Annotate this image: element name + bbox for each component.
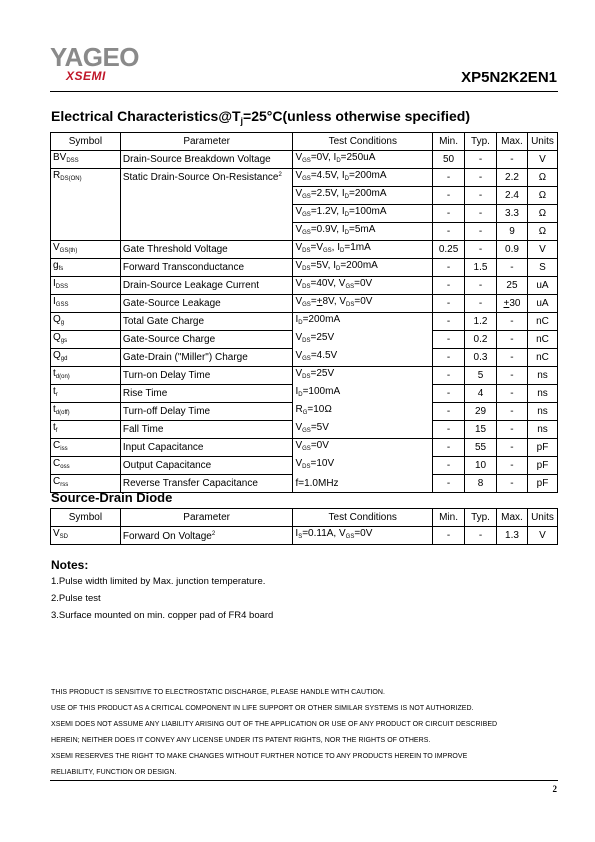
min-cell: - <box>433 457 465 475</box>
max-cell: - <box>496 313 527 331</box>
max-cell: +30 <box>496 295 527 313</box>
min-cell: - <box>433 367 465 385</box>
min-cell: - <box>433 313 465 331</box>
symbol-cell: $t_{d(off)}$ <box>51 403 121 421</box>
test-condition-cell: $I_D=100mA$ <box>293 385 433 403</box>
unit-cell: nC <box>527 313 557 331</box>
column-header: Min. <box>433 133 465 151</box>
unit-cell: Ω <box>527 205 557 223</box>
electrical-title: Electrical $Characteristics@T_j=25^\circ C(unless$ otherwise specified) <box>51 108 470 126</box>
parameter-cell: Gate-Source Leakage <box>120 295 293 313</box>
typ-cell: 8 <box>465 475 497 493</box>
min-cell: - <box>433 259 465 277</box>
table-row <box>51 313 558 331</box>
test-condition-cell: $I_D=200mA$ <box>293 313 433 331</box>
max-cell: - <box>496 259 527 277</box>
max-cell: - <box>496 331 527 349</box>
max-cell: 2.2 <box>496 169 527 187</box>
unit-cell: uA <box>527 277 557 295</box>
test-condition-cell: $V_{GS}=5V$ <box>293 421 433 439</box>
note-item: 3.Surface mounted on min. copper pad of FR4 board <box>51 610 274 621</box>
unit-cell: ns <box>527 421 557 439</box>
parameter-cell <box>120 205 293 223</box>
min-cell: - <box>433 349 465 367</box>
parameter-cell: Gate-Source Charge <box>120 331 293 349</box>
min-cell: - <box>433 205 465 223</box>
symbol-cell: $V_{SD}$ <box>51 526 121 544</box>
unit-cell: pF <box>527 457 557 475</box>
parameter-cell: Gate Threshold Voltage <box>120 241 293 259</box>
footer-rule <box>50 780 558 781</box>
disclaimer-line: XSEMI RESERVES THE RIGHT TO MAKE CHANGES WITHOUT FURTHER NOTICE TO ANY PRODUCTS HEREIN TO IMPROVE <box>51 753 468 760</box>
symbol-cell <box>51 223 121 241</box>
parameter-cell: Total Gate Charge <box>120 313 293 331</box>
parameter-cell: Turn-on Delay Time <box>120 367 293 385</box>
unit-cell: uA <box>527 295 557 313</box>
test-condition-cell: $V_{GS}=+8V$, $V_{DS}=0V$ <box>293 295 433 313</box>
table-row <box>51 349 558 367</box>
min-cell: - <box>433 475 465 493</box>
typ-cell: 10 <box>465 457 497 475</box>
electrical-characteristics-table <box>50 132 558 493</box>
parameter-cell: Fall Time <box>120 421 293 439</box>
table-row <box>51 241 558 259</box>
column-header: Typ. <box>465 509 497 527</box>
disclaimer-line: THIS PRODUCT IS SENSITIVE TO ELECTROSTATIC DISCHARGE, PLEASE HANDLE WITH CAUTION. <box>51 689 386 696</box>
max-cell: - <box>496 349 527 367</box>
typ-cell: 0.3 <box>465 349 497 367</box>
typ-cell: - <box>465 295 497 313</box>
table-row <box>51 223 558 241</box>
test-condition-cell: $V_{DS}=25V$ <box>293 367 433 385</box>
max-cell: - <box>496 151 527 169</box>
symbol-cell: $Q_g$ <box>51 313 121 331</box>
parameter-cell: Rise Time <box>120 385 293 403</box>
typ-cell: 0.2 <box>465 331 497 349</box>
table-row <box>51 169 558 187</box>
typ-cell: - <box>465 187 497 205</box>
test-condition-cell: f=1.0MHz <box>293 475 433 493</box>
column-header: Symbol <box>51 509 121 527</box>
note-item: 2.Pulse test <box>51 593 101 604</box>
symbol-cell: $I_{GSS}$ <box>51 295 121 313</box>
parameter-cell <box>120 223 293 241</box>
test-condition-cell: $V_{GS}=2.5V$, $I_D=200mA$ <box>293 187 433 205</box>
typ-cell: 15 <box>465 421 497 439</box>
min-cell: 50 <box>433 151 465 169</box>
symbol-cell: $R_{DS(ON)}$ <box>51 169 121 187</box>
min-cell: - <box>433 223 465 241</box>
column-header: Parameter <box>120 509 293 527</box>
max-cell: - <box>496 403 527 421</box>
typ-cell: - <box>465 241 497 259</box>
table-row <box>51 151 558 169</box>
symbol-cell: $C_{rss}$ <box>51 475 121 493</box>
parameter-cell: Drain-Source Leakage Current <box>120 277 293 295</box>
disclaimer-line: RELIABILITY, FUNCTION OR DESIGN. <box>51 769 177 776</box>
unit-cell: S <box>527 259 557 277</box>
unit-cell: ns <box>527 385 557 403</box>
max-cell: - <box>496 439 527 457</box>
min-cell: - <box>433 295 465 313</box>
table-row <box>51 385 558 403</box>
test-condition-cell: $V_{DS}=40V$, $V_{GS}=0V$ <box>293 277 433 295</box>
parameter-cell: Drain-Source Breakdown Voltage <box>120 151 293 169</box>
min-cell: - <box>433 187 465 205</box>
min-cell: 0.25 <box>433 241 465 259</box>
unit-cell: V <box>527 241 557 259</box>
test-condition-cell: $I_S=0.11A$, $V_{GS}=0V$ <box>293 526 433 544</box>
symbol-cell: $Q_{gd}$ <box>51 349 121 367</box>
typ-cell: 4 <box>465 385 497 403</box>
symbol-cell: $BV_{DSS}$ <box>51 151 121 169</box>
min-cell: - <box>433 439 465 457</box>
disclaimer-line: HEREIN; NEITHER DOES IT CONVEY ANY LICENSE UNDER ITS PATENT RIGHTS, NOR THE RIGHTS OF OTHERS. <box>51 737 431 744</box>
test-condition-cell: $V_{GS}=0.9V$, $I_D=5mA$ <box>293 223 433 241</box>
column-header: Units <box>527 133 557 151</box>
typ-cell: - <box>465 205 497 223</box>
typ-cell: 1.5 <box>465 259 497 277</box>
typ-cell: 1.2 <box>465 313 497 331</box>
test-condition-cell: $V_{DS}=V_{GS}$, $I_D=1mA$ <box>293 241 433 259</box>
column-header: Max. <box>496 133 527 151</box>
column-header: Min. <box>433 509 465 527</box>
unit-cell: nC <box>527 349 557 367</box>
symbol-cell: $t_f$ <box>51 421 121 439</box>
typ-cell: - <box>465 526 497 544</box>
page-number: 2 <box>552 784 557 794</box>
table-row <box>51 367 558 385</box>
typ-cell: 55 <box>465 439 497 457</box>
test-condition-cell: $V_{GS}=1.2V$, $I_D=100mA$ <box>293 205 433 223</box>
symbol-cell: $g_{fs}$ <box>51 259 121 277</box>
unit-cell: Ω <box>527 223 557 241</box>
logo-sub-brand: XSEMI <box>66 69 106 83</box>
column-header: Test Conditions <box>293 133 433 151</box>
max-cell: 0.9 <box>496 241 527 259</box>
parameter-cell: Static Drain-Source On-Resistance$^2$ <box>120 169 293 187</box>
test-condition-cell: $V_{GS}=4.5V$ <box>293 349 433 367</box>
max-cell: 3.3 <box>496 205 527 223</box>
table-row <box>51 259 558 277</box>
column-header: Symbol <box>51 133 121 151</box>
test-condition-cell: $V_{GS}=4.5V$, $I_D=200mA$ <box>293 169 433 187</box>
unit-cell: Ω <box>527 169 557 187</box>
header-rule <box>50 91 558 92</box>
unit-cell: pF <box>527 439 557 457</box>
table-row <box>51 331 558 349</box>
max-cell: - <box>496 457 527 475</box>
symbol-cell <box>51 205 121 223</box>
column-header: Max. <box>497 509 528 527</box>
symbol-cell: $V_{GS(th)}$ <box>51 241 121 259</box>
diode-title: Source-Drain Diode <box>51 490 173 505</box>
column-header: Typ. <box>465 133 497 151</box>
unit-cell: Ω <box>527 187 557 205</box>
min-cell: - <box>433 526 465 544</box>
table-row <box>51 205 558 223</box>
symbol-cell: $I_{DSS}$ <box>51 277 121 295</box>
unit-cell: ns <box>527 403 557 421</box>
notes-title: Notes: <box>51 558 89 572</box>
max-cell: - <box>496 385 527 403</box>
table-row <box>51 277 558 295</box>
column-header: Parameter <box>120 133 293 151</box>
test-condition-cell: $V_{DS}=5V$, $I_D=200mA$ <box>293 259 433 277</box>
typ-cell: - <box>465 223 497 241</box>
logo-brand: YAGEO <box>50 42 140 72</box>
part-number: XP5N2K2EN1 <box>461 69 557 86</box>
test-condition-cell: $V_{GS}=0V$ <box>293 439 433 457</box>
max-cell: 25 <box>496 277 527 295</box>
unit-cell: nC <box>527 331 557 349</box>
parameter-cell: Turn-off Delay Time <box>120 403 293 421</box>
parameter-cell: Forward On Voltage$^2$ <box>120 526 293 544</box>
typ-cell: 5 <box>465 367 497 385</box>
table-row <box>51 187 558 205</box>
parameter-cell: Reverse Transfer Capacitance <box>120 475 293 493</box>
max-cell: - <box>496 475 527 493</box>
source-drain-diode-table <box>50 508 558 545</box>
table-header-row <box>51 509 558 527</box>
table-row <box>51 421 558 439</box>
symbol-cell: $Q_{gs}$ <box>51 331 121 349</box>
table-row <box>51 526 558 544</box>
max-cell: - <box>496 421 527 439</box>
max-cell: - <box>496 367 527 385</box>
min-cell: - <box>433 169 465 187</box>
note-item: 1.Pulse width limited by Max. junction temperature. <box>51 576 266 587</box>
unit-cell: V <box>527 151 557 169</box>
typ-cell: - <box>465 151 497 169</box>
disclaimer-line: USE OF THIS PRODUCT AS A CRITICAL COMPONENT IN LIFE SUPPORT OR OTHER SIMILAR SYSTEMS IS NOT AUTHORIZED. <box>51 705 474 712</box>
table-header-row <box>51 133 558 151</box>
table-row <box>51 439 558 457</box>
typ-cell: 29 <box>465 403 497 421</box>
max-cell: 1.3 <box>497 526 528 544</box>
max-cell: 2.4 <box>496 187 527 205</box>
unit-cell: V <box>527 526 557 544</box>
parameter-cell: Gate-Drain ("Miller") Charge <box>120 349 293 367</box>
typ-cell: - <box>465 277 497 295</box>
parameter-cell: Forward Transconductance <box>120 259 293 277</box>
parameter-cell: Input Capacitance <box>120 439 293 457</box>
test-condition-cell: $V_{DS}=10V$ <box>293 457 433 475</box>
parameter-cell <box>120 187 293 205</box>
min-cell: - <box>433 421 465 439</box>
column-header: Units <box>527 509 557 527</box>
typ-cell: - <box>465 169 497 187</box>
parameter-cell: Output Capacitance <box>120 457 293 475</box>
unit-cell: pF <box>527 475 557 493</box>
unit-cell: ns <box>527 367 557 385</box>
symbol-cell: $t_{d(on)}$ <box>51 367 121 385</box>
symbol-cell <box>51 187 121 205</box>
table-row <box>51 295 558 313</box>
table-row <box>51 457 558 475</box>
symbol-cell: $C_{oss}$ <box>51 457 121 475</box>
column-header: Test Conditions <box>293 509 433 527</box>
symbol-cell: $C_{iss}$ <box>51 439 121 457</box>
min-cell: - <box>433 385 465 403</box>
test-condition-cell: $R_G=10Ω$ <box>293 403 433 421</box>
min-cell: - <box>433 403 465 421</box>
table-row <box>51 403 558 421</box>
test-condition-cell: $V_{GS}=0V$, $I_D=250uA$ <box>293 151 433 169</box>
min-cell: - <box>433 331 465 349</box>
min-cell: - <box>433 277 465 295</box>
disclaimer-line: XSEMI DOES NOT ASSUME ANY LIABILITY ARISING OUT OF THE APPLICATION OR USE OF ANY PRODUCT OR CIRCUIT DESCRIBED <box>51 721 498 728</box>
symbol-cell: $t_r$ <box>51 385 121 403</box>
test-condition-cell: $V_{DS}=25V$ <box>293 331 433 349</box>
max-cell: 9 <box>496 223 527 241</box>
